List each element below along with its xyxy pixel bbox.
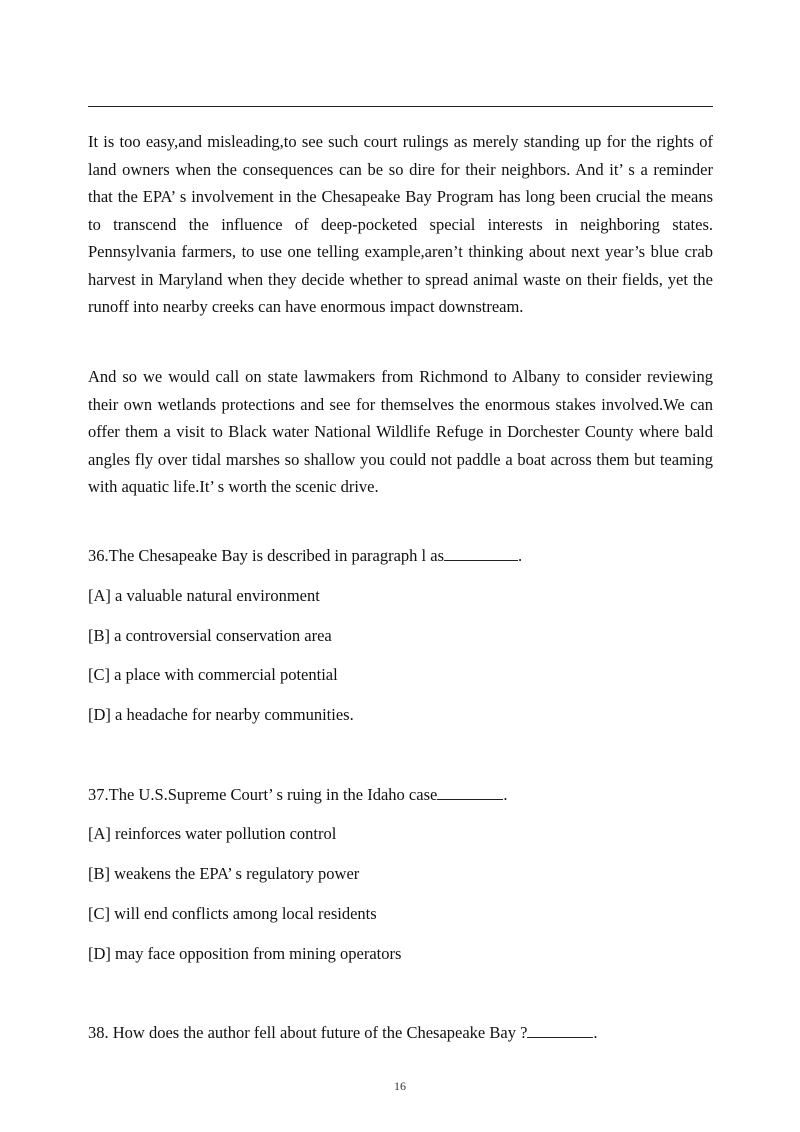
question-36-stem <box>88 545 522 567</box>
question-36-option-b: [B] a controversial conservation area <box>88 626 332 645</box>
question-37-stem <box>88 784 507 806</box>
answer-blank <box>527 1023 593 1038</box>
question-36-option-a: [A] a valuable natural environment <box>88 586 320 605</box>
question-37-end: . <box>503 785 508 804</box>
question-37-option-a: [A] reinforces water pollution control <box>88 824 337 843</box>
question-36-text: 36.The Chesapeake Bay is described in paragraph l as <box>88 546 444 565</box>
question-37-option-b: [B] weakens the EPA’ s regulatory power <box>88 864 360 883</box>
body-paragraph-2: And so we would call on state lawmakers from Richmond to Albany to consider reviewing their own wetlands protections and see for themselves the enormous stakes involved.We can offer them a visit to Black water National Wildlife Refuge in Dorchester County where bald angles fly over tidal marshes so shallow you could not paddle a boat across them but teaming with aquatic life.It’ s worth the scenic drive. <box>88 367 713 496</box>
question-38-end: . <box>593 1023 598 1042</box>
question-38-stem <box>88 1022 598 1044</box>
answer-blank <box>437 785 503 800</box>
question-38-text: 38. How does the author fell about future of the Chesapeake Bay ? <box>88 1023 528 1042</box>
question-37-option-d: [D] may face opposition from mining operators <box>88 944 402 963</box>
question-36-option-c: [C] a place with commercial potential <box>88 665 338 684</box>
question-37-option-c: [C] will end conflicts among local residents <box>88 904 377 923</box>
header-rule <box>88 106 713 107</box>
page-number: 16 <box>394 1079 406 1093</box>
question-37-text: 37.The U.S.Supreme Court’ s ruing in the Idaho case <box>88 785 438 804</box>
question-36-end: . <box>518 546 523 565</box>
answer-blank <box>444 546 518 561</box>
body-paragraph-1: It is too easy,and misleading,to see such court rulings as merely standing up for the rights of land owners when the consequences can be so dire for their neighbors. And it’ s a reminder that the EPA’ s involvement in the Chesapeake Bay Program has long been crucial the means to transcend the influence of deep-pocketed special interests in neighboring states. Pennsylvania farmers, to use one telling example,aren’t thinking about next year’s blue crab harvest in Maryland when they decide whether to spread animal waste on their fields, yet the runoff into nearby creeks can have enormous impact downstream. <box>88 132 713 316</box>
question-36-option-d: [D] a headache for nearby communities. <box>88 705 354 724</box>
